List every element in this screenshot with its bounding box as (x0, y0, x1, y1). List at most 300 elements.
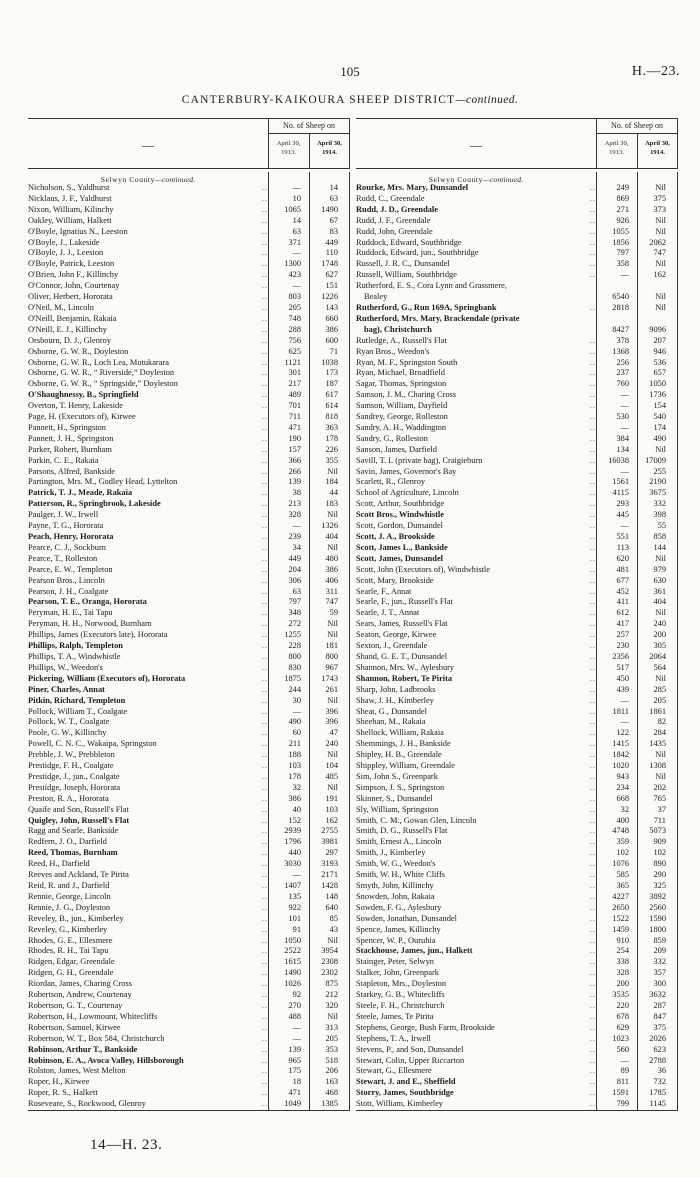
leader-dots: .. (261, 1055, 268, 1065)
table-row (28, 925, 350, 936)
owner-name: Robertson, H., Lowmount, Whitecliffs .. (28, 1011, 268, 1021)
sheep-1914: 747 (653, 248, 666, 258)
sheep-1913: — (620, 401, 629, 411)
owner-name: Quigley, John, Russell's Flat .. (28, 815, 268, 825)
leader-dots: .. (589, 1022, 596, 1032)
sheep-1913: 471 (288, 1088, 301, 1098)
owner-name: O'Boyle, J. J., Leeston .. (28, 248, 268, 258)
owner-name: Reed, Thomas, Burnham .. (28, 848, 268, 858)
owner-name: Sandry, G., Rolleston .. (356, 433, 596, 443)
table-row (356, 739, 678, 750)
table-row (356, 979, 678, 990)
sheep-1913: 211 (288, 739, 301, 749)
table-row (28, 576, 350, 587)
leader-dots: .. (261, 390, 268, 400)
sheep-1913: 711 (288, 412, 301, 422)
sheep-1914: 540 (653, 412, 666, 422)
owner-name: Robinson, E. A., Avoca Valley, Hillsborough .. (28, 1055, 268, 1065)
owner-name: Russell, J. R. C., Dunsandel .. (356, 259, 596, 269)
sheep-1913: 1023 (612, 1033, 629, 1043)
sheep-1913: 293 (616, 499, 629, 509)
sheep-1913: 417 (616, 619, 629, 629)
sheep-1913: 16038 (608, 455, 629, 465)
sheep-1914: 212 (325, 990, 338, 1000)
table-header (28, 118, 350, 169)
sheep-1913: 328 (616, 968, 629, 978)
sheep-1913: 92 (292, 990, 301, 1000)
sheep-1914: 361 (653, 586, 666, 596)
leader-dots: .. (261, 739, 268, 749)
sheep-1913: — (620, 422, 629, 432)
sheep-1913: 1591 (612, 1088, 629, 1098)
owner-name: Pearson, J. H., Coalgate .. (28, 586, 268, 596)
owner-name: Robertson, Samuel, Kirwee .. (28, 1022, 268, 1032)
sheep-1913: 301 (288, 368, 301, 378)
owner-name: Searle, F., jun., Russell's Flat .. (356, 597, 596, 607)
sheep-1914: 178 (325, 433, 338, 443)
table-row (28, 1012, 350, 1023)
leader-dots: .. (589, 662, 596, 672)
owner-name: Phillips, T. A., Windwhistle .. (28, 651, 268, 661)
sheep-1913: 63 (292, 586, 301, 596)
sheep-1913: 1490 (284, 968, 301, 978)
owner-name: O'Boyle, Ignatius N., Leeston .. (28, 226, 268, 236)
sheep-1913: 585 (616, 870, 629, 880)
leader-dots: .. (261, 1033, 268, 1043)
table-row (28, 870, 350, 881)
sheep-1913: 677 (616, 575, 629, 585)
leader-dots: .. (589, 346, 596, 356)
table-row (28, 467, 350, 478)
table-row (356, 532, 678, 543)
table-row (356, 227, 678, 238)
table-row (28, 903, 350, 914)
sheep-1913: 551 (616, 532, 629, 541)
owner-name: Nixon, William, Kilinchy .. (28, 204, 268, 214)
leader-dots: .. (261, 990, 268, 1000)
leader-dots: .. (261, 204, 268, 214)
header-col-1914: April 30, 1914. (317, 140, 342, 156)
table-row (28, 368, 350, 379)
sheep-1914: Nil (327, 630, 338, 640)
table-row (28, 1045, 350, 1056)
sheep-1913: 103 (288, 761, 301, 771)
owner-name: Redfern, J. O., Darfield .. (28, 837, 268, 847)
leader-dots: .. (261, 717, 268, 727)
leader-dots: .. (261, 662, 268, 672)
leader-dots: .. (261, 848, 268, 858)
leader-dots: .. (589, 204, 596, 214)
table-row (356, 707, 678, 718)
sheep-1914: Nil (655, 226, 666, 236)
table-row (28, 608, 350, 619)
sheep-1914: 480 (325, 553, 338, 563)
sheep-1914: 200 (653, 630, 666, 640)
leader-dots: .. (589, 302, 596, 312)
left-table (28, 118, 350, 1111)
leader-dots: .. (261, 1011, 268, 1021)
sheep-1913: 220 (616, 1000, 629, 1010)
sheep-1914: 311 (325, 586, 338, 596)
leader-dots: .. (589, 946, 596, 956)
sheep-1914: 406 (325, 575, 338, 585)
sheep-1914: 5073 (649, 826, 666, 836)
owner-name: Sheehan, M., Rakaia .. (356, 717, 596, 727)
sheep-1913: — (292, 1022, 301, 1032)
sheep-1914: 859 (653, 935, 666, 945)
sheep-1913: 678 (616, 1011, 629, 1021)
leader-dots: .. (589, 782, 596, 792)
leader-dots: .. (589, 1055, 596, 1065)
table-row (28, 587, 350, 598)
sheep-1914: 660 (325, 313, 338, 323)
table-row (28, 314, 350, 325)
sheep-1913: 4748 (612, 826, 629, 836)
leader-dots: .. (589, 1000, 596, 1010)
leader-dots: .. (261, 532, 268, 541)
owner-name: Shaw, J. H., Kimberley .. (356, 695, 596, 705)
leader-dots: .. (589, 902, 596, 912)
sheep-1914: 404 (653, 597, 666, 607)
table-row (356, 259, 678, 270)
owner-name: Rudd, John, Greendale .. (356, 226, 596, 236)
leader-dots: .. (261, 881, 268, 890)
owner-name: Sandry, A. H., Waddington .. (356, 422, 596, 432)
sheep-1914: 490 (653, 433, 666, 443)
sheep-1914: 325 (653, 881, 666, 890)
owner-name: Scarlett, R., Glenroy .. (356, 477, 596, 487)
sheep-1914: 205 (325, 1033, 338, 1043)
table-row (28, 892, 350, 903)
sheep-1914: 2755 (321, 826, 338, 836)
sheep-1914: 207 (653, 335, 666, 345)
sheep-1914: Nil (655, 750, 666, 760)
sheep-1914: 205 (653, 695, 666, 705)
leader-dots: .. (589, 761, 596, 771)
leader-dots: .. (589, 695, 596, 705)
table-row (356, 805, 678, 816)
sheep-1913: 1026 (284, 979, 301, 989)
sheep-1914: 83 (329, 226, 338, 236)
owner-name: Pearce, E. W., Templeton .. (28, 564, 268, 574)
owner-name: Pearson, T. E., Oranga, Hororata .. (28, 597, 268, 607)
sheep-1913: 272 (288, 619, 301, 629)
table-row (356, 892, 678, 903)
owner-name: Shand, G. E. T., Dunsandel .. (356, 651, 596, 661)
table-row (28, 674, 350, 685)
sheep-1914: Nil (655, 608, 666, 618)
sheep-1914: 284 (653, 728, 666, 738)
table-row (356, 903, 678, 914)
owner-name: O'Neill, E. J., Killinchy .. (28, 324, 268, 334)
leader-dots: .. (261, 826, 268, 836)
owner-name: Osborne, G. W. R., Doyleston .. (28, 346, 268, 356)
leader-dots: .. (589, 433, 596, 443)
table-row (356, 1012, 678, 1023)
sheep-1913: 365 (616, 881, 629, 890)
table-row (28, 837, 350, 848)
table-row (28, 772, 350, 783)
leader-dots: .. (261, 684, 268, 694)
leader-dots: .. (589, 466, 596, 476)
table-row (356, 848, 678, 859)
owner-name: Scott, James L., Bankside .. (356, 542, 596, 552)
leader-dots: .. (589, 771, 596, 781)
owner-name: Robertson, W. T., Box 584, Christchurch .. (28, 1033, 268, 1043)
leader-dots: .. (589, 368, 596, 378)
sheep-1914: 1490 (321, 204, 338, 214)
sheep-1913: 135 (288, 891, 301, 901)
sheep-1913: 306 (288, 575, 301, 585)
sheep-1913: 1561 (612, 477, 629, 487)
table-row (28, 194, 350, 205)
sheep-1914: 1800 (649, 924, 666, 934)
sheep-1913: 800 (288, 651, 301, 661)
sheep-1913: 205 (288, 302, 301, 312)
owner-name: Scott, J. A., Brookside .. (356, 532, 596, 541)
owner-name: Quaife and Son, Russell's Flat .. (28, 804, 268, 814)
owner-name: Savill, T. I. (private bag), Craigieburn .. (356, 455, 596, 465)
leader-dots: .. (589, 859, 596, 869)
table-row (28, 1023, 350, 1034)
table-row (356, 1045, 678, 1056)
document-reference: H.—23. (631, 64, 680, 79)
table-row (356, 412, 678, 423)
table-row (356, 510, 678, 521)
leader-dots: .. (261, 1022, 268, 1032)
table-row (28, 1099, 350, 1110)
owner-name: Sharp, John, Ladbrooks .. (356, 684, 596, 694)
table-row (356, 445, 678, 456)
owner-name: Rutledge, A., Russell's Flat .. (356, 335, 596, 345)
sheep-1914: 209 (653, 946, 666, 956)
sheep-1914: 3632 (649, 990, 666, 1000)
owner-name: Phillips, W., Weedon's .. (28, 662, 268, 672)
table-row (28, 881, 350, 892)
owner-name: Rudd, J. D., Greendale .. (356, 204, 596, 214)
leader-dots: .. (261, 324, 268, 334)
owner-name: Stainger, Peter, Selwyn .. (356, 957, 596, 967)
leader-dots: .. (261, 630, 268, 640)
leader-dots: .. (589, 913, 596, 923)
table-row (28, 554, 350, 565)
sheep-1914: 600 (325, 335, 338, 345)
table-row (356, 859, 678, 870)
leader-dots: .. (261, 412, 268, 422)
sheep-1914: 357 (653, 968, 666, 978)
owner-name: Preston, R. A., Hororata .. (28, 793, 268, 803)
owner-name: Ridgen, G. H., Greendale .. (28, 968, 268, 978)
table-row (28, 248, 350, 259)
table-row (28, 499, 350, 510)
table-row (28, 728, 350, 739)
owner-name: Smith, C. M., Gowan Glen, Lincoln .. (356, 815, 596, 825)
table-row (28, 597, 350, 608)
sheep-1913: 612 (616, 608, 629, 618)
sheep-1914: Nil (655, 292, 666, 302)
leader-dots: .. (589, 673, 596, 683)
owner-name: O'Neill, Benjamin, Rakaia .. (28, 313, 268, 323)
sheep-1914: Nil (327, 510, 338, 520)
sheep-1913: 366 (288, 455, 301, 465)
page-title (0, 94, 700, 106)
sheep-1914: 305 (653, 641, 666, 651)
owner-name: Robertson, G. T., Courtenay .. (28, 1000, 268, 1010)
sheep-1913: 152 (288, 815, 301, 825)
table-row (28, 750, 350, 761)
sheep-1914: 332 (653, 499, 666, 509)
header-dash: — (142, 138, 154, 152)
table-row (356, 347, 678, 358)
sheep-1913: 91 (292, 924, 301, 934)
sheep-1914: 110 (325, 248, 338, 258)
leader-dots: .. (261, 466, 268, 476)
leader-dots: .. (589, 815, 596, 825)
table-body (356, 172, 678, 1111)
owner-name: Stott, William, Kimberley .. (356, 1099, 596, 1109)
sheep-1914: 617 (325, 390, 338, 400)
owner-name: Roper, H., Kirwee .. (28, 1077, 268, 1087)
table-row (28, 216, 350, 227)
table-row (356, 336, 678, 347)
table-row (28, 619, 350, 630)
leader-dots: .. (261, 248, 268, 258)
table-row (28, 968, 350, 979)
owner-name: Stewart, J. and E., Sheffield .. (356, 1077, 596, 1087)
header-col-1913: April 30, 1913. (604, 140, 629, 156)
sheep-1914: 255 (653, 466, 666, 476)
sheep-1913: 3535 (612, 990, 629, 1000)
owner-name: Peryman, H. E., Tai Tapu .. (28, 608, 268, 618)
sheep-1914: 353 (325, 1044, 338, 1054)
sheep-1913: 122 (616, 728, 629, 738)
owner-name: Rutherford, E. S., Cora Lynn and Grassmere, Bealey (356, 281, 596, 303)
table-row (356, 881, 678, 892)
table-row (28, 488, 350, 499)
leader-dots: .. (589, 521, 596, 531)
sheep-1914: 396 (325, 706, 338, 716)
owner-name: Peach, Henry, Hororata .. (28, 532, 268, 541)
table-row (28, 259, 350, 270)
owner-name: Reveley, G., Kimberley .. (28, 924, 268, 934)
leader-dots: .. (261, 815, 268, 825)
sheep-1914: 202 (653, 782, 666, 792)
sheep-1913: 230 (616, 641, 629, 651)
table-row (356, 587, 678, 598)
table-row (28, 227, 350, 238)
table-row (28, 456, 350, 467)
sheep-1913: 1875 (284, 673, 301, 683)
leader-dots: .. (261, 804, 268, 814)
sheep-1913: — (292, 183, 301, 192)
sheep-1913: 910 (616, 935, 629, 945)
table-row (356, 630, 678, 641)
table-row (28, 663, 350, 674)
sheep-1913: — (292, 1033, 301, 1043)
sheep-1913: 1065 (284, 204, 301, 214)
owner-name: Samson, J. M., Charing Cross .. (356, 390, 596, 400)
leader-dots: .. (589, 619, 596, 629)
owner-name: Scott, Mary, Brookside .. (356, 575, 596, 585)
sheep-1914: 2302 (321, 968, 338, 978)
sheep-1914: 1590 (649, 913, 666, 923)
sheep-1914: 1226 (321, 292, 338, 302)
table-row (356, 946, 678, 957)
owner-name: Shemmings, J. H., Bankside .. (356, 739, 596, 749)
owner-name: O'Brien, John F., Killinchy .. (28, 270, 268, 280)
sheep-1914: 485 (325, 771, 338, 781)
owner-name: Ryan, M. F., Springston South .. (356, 357, 596, 367)
page-footer: 14—H. 23. (90, 1137, 163, 1153)
sheep-1913: 237 (616, 368, 629, 378)
sheep-1913: — (292, 870, 301, 880)
leader-dots: .. (261, 935, 268, 945)
table-row (356, 1077, 678, 1088)
sheep-1914: 909 (653, 837, 666, 847)
owner-name: Phillips, Ralph, Templeton .. (28, 641, 268, 651)
owner-name: Osborne, G. W. R., Loch Lea, Motukarara .. (28, 357, 268, 367)
owner-name: Patrick, T. J., Meade, Rakaia .. (28, 488, 268, 498)
leader-dots: .. (589, 510, 596, 520)
owner-name: Phillips, James (Executors late), Hororata .. (28, 630, 268, 640)
leader-dots: .. (261, 837, 268, 847)
leader-dots: .. (261, 771, 268, 781)
leader-dots: .. (589, 651, 596, 661)
table-row (356, 554, 678, 565)
left-rows (28, 183, 350, 1110)
sheep-1914: 1308 (649, 761, 666, 771)
owner-name: Sim, John S., Greenpark .. (356, 771, 596, 781)
sheep-1914: 148 (325, 891, 338, 901)
owner-name: Ryan Bros., Weedon's .. (356, 346, 596, 356)
sheep-1913: 8427 (612, 324, 629, 334)
table-row (356, 957, 678, 968)
table-row (356, 270, 678, 281)
sheep-1913: 288 (288, 324, 301, 334)
sheep-1914: Nil (655, 673, 666, 683)
table-row (28, 532, 350, 543)
table-row (28, 358, 350, 369)
leader-dots: .. (589, 739, 596, 749)
sheep-1914: Nil (327, 542, 338, 552)
leader-dots: .. (589, 684, 596, 694)
sheep-1913: 411 (616, 597, 629, 607)
sheep-1913: 489 (288, 390, 301, 400)
table-row (356, 238, 678, 249)
sheep-1914: Nil (655, 444, 666, 454)
leader-dots: .. (261, 564, 268, 574)
owner-name: Piner, Charles, Annat .. (28, 684, 268, 694)
owner-name: Stewart, G., Ellesmere .. (356, 1066, 596, 1076)
table-row (28, 183, 350, 194)
leader-dots: .. (589, 870, 596, 880)
owner-name: Scott, Arthur, Southbridge .. (356, 499, 596, 509)
owner-name: Robertson, Andrew, Courtenay .. (28, 990, 268, 1000)
table-row (28, 303, 350, 314)
sheep-1914: 162 (653, 270, 666, 280)
table-row (356, 685, 678, 696)
leader-dots: .. (589, 259, 596, 269)
sheep-1914: 313 (325, 1022, 338, 1032)
leader-dots: .. (261, 510, 268, 520)
owner-name: Searle, F., Annat .. (356, 586, 596, 596)
sheep-1914: 17009 (645, 455, 666, 465)
leader-dots: .. (261, 335, 268, 345)
table-row (356, 314, 678, 336)
table-row (28, 565, 350, 576)
owner-name: Nicholson, S., Yaldhurst .. (28, 183, 268, 192)
sheep-1914: 404 (325, 532, 338, 541)
